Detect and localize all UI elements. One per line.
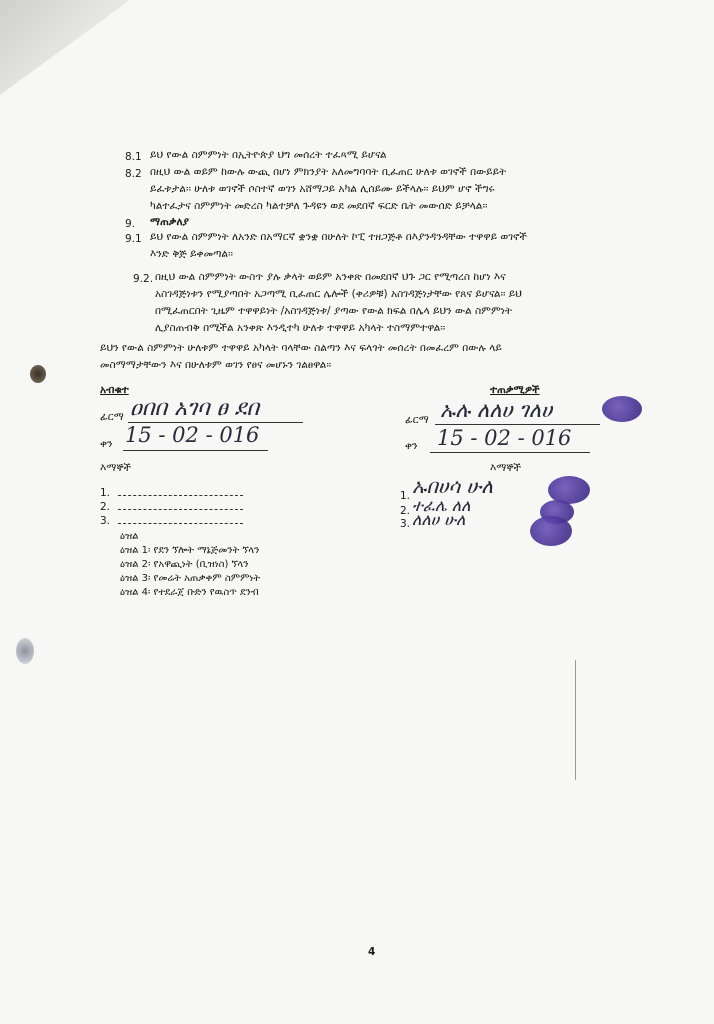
clause-number: 9.1 <box>125 233 142 245</box>
clause-line: ሊያስጠብቅ በሚችል አንቀጽ እንዲተካ ሁለቱ ተዋዋይ አካላት ተስማምተዋል፡፡ <box>155 322 446 334</box>
attachments-list <box>120 530 260 600</box>
left-date: 15 - 02 - 016 <box>125 423 260 447</box>
witness-line <box>118 495 243 496</box>
clause-number: 9.2. <box>133 273 154 285</box>
clause-line: ይፈቱታል፡፡ ሁለቱ ወገኖች ሶስተኛ ወገን አሸማጋይ አካል ሊሰይሙ ይችላሉ፡፡ ይህም ሆኖ ችግሩ <box>150 183 495 195</box>
clause-8-2-text <box>150 164 680 215</box>
right-witness-label: እማኞች <box>490 462 522 474</box>
attachment-item: ዕዝል 2፡ የአዋጪነት (ቢዝነስ) ኘላን <box>120 559 249 570</box>
clause-line: እንድ ቅጅ ይቀመጣል፡፡ <box>150 248 233 260</box>
date-label: ቀን <box>405 440 418 452</box>
right-date: 15 - 02 - 016 <box>437 426 572 450</box>
closing-paragraph <box>100 340 680 374</box>
signature-label: ፊርማ <box>405 414 429 426</box>
date-label: ቀን <box>100 438 113 450</box>
witness-number: 2. <box>400 505 411 517</box>
clause-line: በሚፈጠርበት ጊዜም ተዋዋይነት /አስገዳጅነቱ/ ያጣው የውል ክፍል በሌላ ይህን ውል ስምምነት <box>155 305 513 317</box>
signature-label: ፊርማ <box>100 411 124 423</box>
witness-signature: ኡበሀሳ ሁለ <box>412 474 493 498</box>
clause-line: ይህ የውል ስምምነት በኢትዮጵያ ህግ መሰረት ተፈጻሚ ይሆናል <box>150 149 387 161</box>
witness-number: 1. <box>100 487 111 499</box>
clause-number: 8.2 <box>125 168 142 180</box>
paper-edge-line <box>575 660 576 780</box>
punch-hole-top <box>30 365 46 383</box>
witness-signature: ተፈሌ ለለ <box>412 496 471 515</box>
page-number: 4 <box>368 946 376 958</box>
clause-8-1-text <box>150 147 387 164</box>
folded-corner <box>0 0 130 95</box>
clause-line: አስገዳጅነቱን የሚያጣበት አጋጣሚ ቢፈጠር ሌሎች (ቀሪዎቹ) አስገዳጅነታቸው የጸና ይሆናል፡፡ ይህ <box>155 288 522 300</box>
right-signature: ኡሉ ለለሀ ገለሀ <box>440 398 553 422</box>
clause-line: ይህ የውል ስምምነት ለአንድ በአማርኛ ቋንቋ በሁለት ኮፒ ተዘጋጅቶ በእያንዳንዳቸው ተዋዋይ ወገኖች <box>150 231 527 243</box>
attachment-item: ዕዝል 3፡ የመሬት አጠቃቀም ስምምነት <box>120 573 261 584</box>
clause-9-1-text <box>150 229 680 263</box>
left-party-title: አብቁተ <box>100 384 129 396</box>
date-line <box>123 450 268 451</box>
signature-line <box>435 424 600 425</box>
left-signature: ዐበበ አገባ ፀ ደበ <box>130 396 260 421</box>
witness-signature: ለለሀ ሁለ <box>412 510 466 529</box>
witness-number: 3. <box>400 518 411 530</box>
witness-number: 3. <box>100 515 111 527</box>
witness-line <box>118 523 243 524</box>
punch-hole-bottom <box>16 638 34 664</box>
attachments-title: ዕዝል <box>120 531 139 542</box>
witness-number: 1. <box>400 490 411 502</box>
witness-line <box>118 509 243 510</box>
clause-line: በዚህ ውል ስምምነት ውስጥ ያሉ ቃላት ወይም አንቀጽ በመደበኛ ህጉ ጋር የሚጣረስ ከሆነ እና <box>155 271 506 283</box>
clause-number: 8.1 <box>125 151 142 163</box>
fingerprint-stamp <box>602 396 642 422</box>
right-party-title: ተጠቃሚዎች <box>490 384 540 396</box>
fingerprint-stamp <box>530 516 572 546</box>
date-line <box>430 452 590 453</box>
closing-line: መስማማታቸውን እና በሁለቱም ወገን የፀና መሆኑን ገልፀዋል፡፡ <box>100 359 332 371</box>
closing-line: ይህን የውል ስምምነት ሁለቱም ተዋዋይ አካላት ባላቸው ስልጣን እና ፍላጎት መሰረት በመፈረም በውሉ ላይ <box>100 342 502 354</box>
attachment-item: ዕዝል 1፡ የደን ኘሎት ማኔጅመንት ኘላን <box>120 545 260 556</box>
clause-number: 9. <box>125 218 136 230</box>
left-witness-label: እማኞች <box>100 462 132 474</box>
attachment-item: ዕዝል 4፡ የተደራጀ ቡድን የዉስጥ ደንብ <box>120 587 259 598</box>
clause-line: ማጠቃለያ <box>150 216 190 228</box>
clause-line: ካልተፈታና ስምምነት መድረስ ካልተቻለ ጉዳዩን ወደ መደበኛ ፍርድ ቤት መውሰድ ይቻላል፡፡ <box>150 200 488 212</box>
witness-number: 2. <box>100 501 111 513</box>
clause-line: በዚህ ውል ወይም ከውሉ ውጪ በሆነ ምክንያት አለመግባባት ቢፈጠር ሁለቱ ወገኖች በውይይት <box>150 166 507 178</box>
clause-9-2-text <box>155 269 675 337</box>
